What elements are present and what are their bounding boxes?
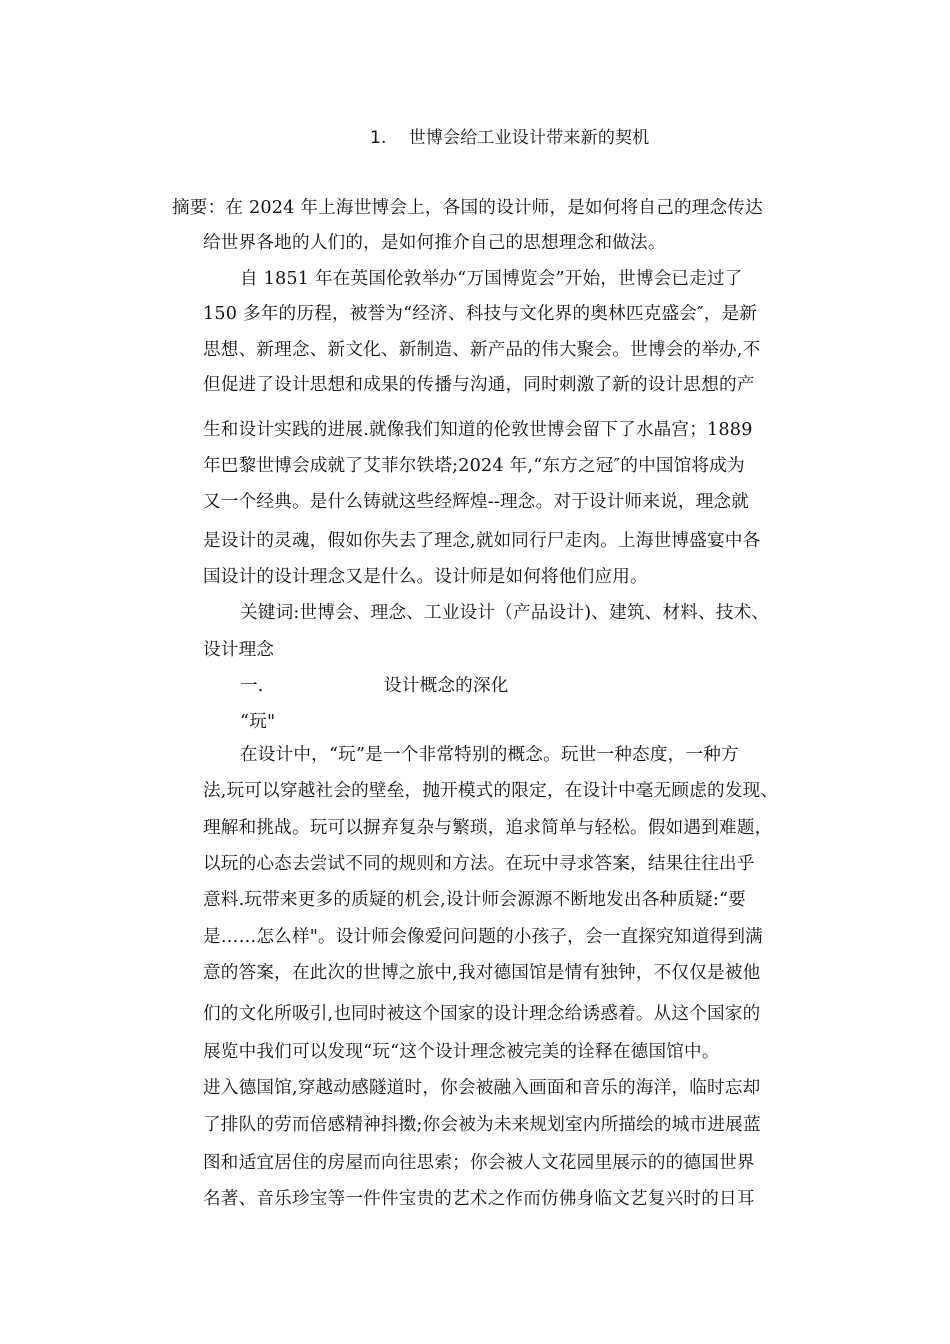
section-heading xyxy=(240,675,264,697)
body-line: 理解和挑战。玩可以摒弃复杂与繁琐，追求简单与轻松。假如遇到难题， xyxy=(203,818,773,838)
body-line: 意料.玩带来更多的质疑的机会,设计师会源源不断地发出各种质疑:“要 xyxy=(203,890,746,910)
abstract-line: 摘要：在 2024 年上海世博会上，各国的设计师，是如何将自己的理念传达 xyxy=(172,198,763,218)
body-line: 在设计中，“玩”是一个非常特别的概念。玩世一种态度，一种方 xyxy=(240,745,739,765)
intro-line: 年巴黎世博会成就了艾菲尔铁塔;2024 年,“东方之冠″的中国馆将成为 xyxy=(203,456,745,476)
intro-line: 又一个经典。是什么铸就这些经辉煌--理念。对于设计师来说，理念就 xyxy=(203,492,750,512)
keywords-line: 设计理念 xyxy=(203,640,275,660)
body-line: 展览中我们可以发现“玩“这个设计理念被完美的诠释在德国馆中。 xyxy=(203,1042,720,1062)
body-line: 以玩的心态去尝试不同的规则和方法。在玩中寻求答案，结果往往出乎 xyxy=(203,854,755,874)
section-number: 一. xyxy=(240,676,264,696)
body-line: 意的答案，在此次的世博之旅中,我对德国馆是情有独钟，不仅仅是被他 xyxy=(203,963,761,983)
intro-line: 自 1851 年在英国伦敦举办“万国博览会”开始，世博会已走过了 xyxy=(240,269,743,289)
body-line: 是……怎么样"。设计师会像爱问问题的小孩子，会一直探究知道得到满 xyxy=(203,927,763,947)
body-line: 们的文化所吸引,也同时被这个国家的设计理念给诱惑着。从这个国家的 xyxy=(203,1004,761,1024)
title-number: 1. xyxy=(370,128,387,148)
title-text: 世博会给工业设计带来新的契机 xyxy=(408,128,650,148)
keywords-line: 关键词:世博会、理念、工业设计（产品设计)、建筑、材料、技术、 xyxy=(240,603,770,623)
intro-line: 但促进了设计思想和成果的传播与沟通，同时刺激了新的设计思想的产 xyxy=(203,375,755,395)
body-line: 进入德国馆,穿越动感隧道时，你会被融入画面和音乐的海洋，临时忘却 xyxy=(203,1078,761,1098)
body-line: 法,玩可以穿越社会的壁垒，抛开模式的限定，在设计中毫无顾虑的发现、 xyxy=(203,781,779,801)
body-line: 了排队的劳而倍感精神抖擞;你会被为未来规划室内所描绘的城市进展蓝 xyxy=(203,1115,761,1135)
subheading: “玩" xyxy=(240,712,276,732)
body-line: 名著、音乐珍宝等一件件宝贵的艺术之作而仿佛身临文艺复兴时的日耳 xyxy=(203,1189,755,1209)
intro-line: 思想、新理念、新文化、新制造、新产品的伟大聚会。世博会的举办,不 xyxy=(203,340,761,360)
intro-line: 是设计的灵魂，假如你失去了理念,就如同行尸走肉。上海世博盛宴中各 xyxy=(203,531,761,551)
document-title xyxy=(370,127,649,149)
abstract-line: 给世界各地的人们的，是如何推介自己的思想理念和做法。 xyxy=(203,233,666,253)
intro-line: 生和设计实践的进展.就像我们知道的伦敦世博会留下了水晶宫；1889 xyxy=(203,420,753,440)
section-title: 设计概念的深化 xyxy=(384,676,509,696)
intro-line: 国设计的设计理念又是什么。设计师是如何将他们应用。 xyxy=(203,567,648,587)
body-line: 图和适宜居住的房屋而向往思索；你会被人文花园里展示的的德国世界 xyxy=(203,1153,755,1173)
intro-line: 150 多年的历程，被誉为“经济、科技与文化界的奥林匹克盛会″，是新 xyxy=(203,304,758,324)
